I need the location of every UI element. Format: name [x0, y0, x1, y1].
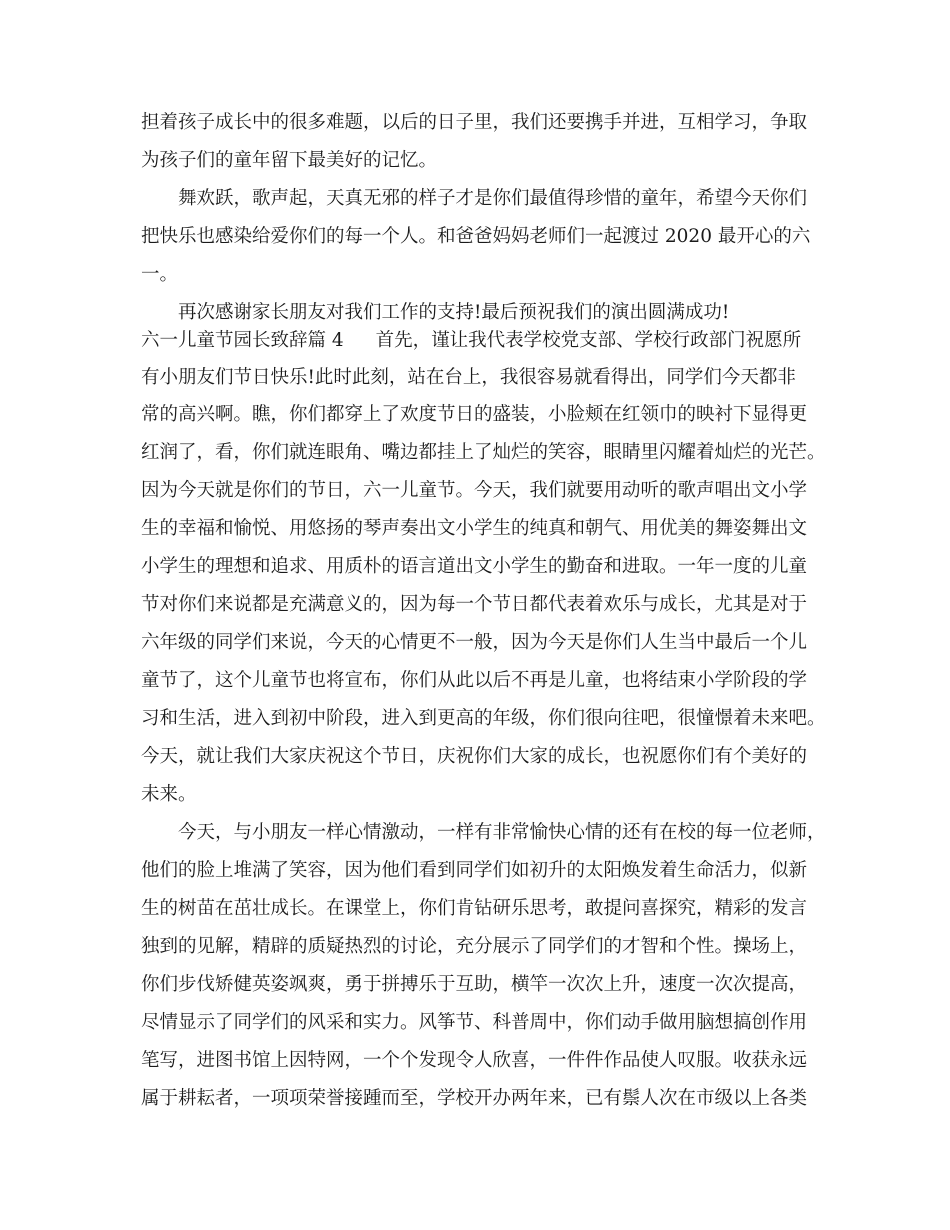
text-line: 未来。: [141, 784, 197, 805]
paragraph-line: 再次感谢家长朋友对我们工作的支持!最后预祝我们的演出圆满成功!: [178, 302, 730, 323]
text-line: 因为今天就是你们的节日，六一儿童节。今天，我们就要用动听的歌声唱出文小学: [141, 480, 808, 501]
text-line: 节对你们来说都是充满意义的，因为每一个节日都代表着欢乐与成长，尤其是对于: [141, 594, 808, 615]
text-line: 六年级的同学们来说，今天的心情更不一般，因为今天是你们人生当中最后一个儿: [141, 632, 808, 653]
text-line: 常的高兴啊。瞧，你们都穿上了欢度节日的盛装，小脸颊在红领巾的映衬下显得更: [141, 404, 808, 425]
text-line: 担着孩子成长中的很多难题，以后的日子里，我们还要携手并进，互相学习，争取: [141, 112, 808, 133]
text-line: 你们步伐矫健英姿飒爽，勇于拼搏乐于互助，横竿一次次上升，速度一次次提高，: [141, 974, 808, 995]
text-line: 首先，谨让我代表学校党支部、学校行政部门祝愿所: [375, 330, 802, 351]
text-line: 红润了，看，你们就连眼角、嘴边都挂上了灿烂的笑容，眼睛里闪耀着灿烂的光芒。: [141, 442, 826, 463]
text-line: 一。: [141, 264, 179, 285]
text-line: 把快乐也感染给爱你们的每一个人。和爸爸妈妈老师们一起渡过 2020 最开心的六: [141, 226, 811, 247]
text-line: 今天，就让我们大家庆祝这个节日，庆祝你们大家的成长，也祝愿你们有个美好的: [141, 746, 808, 767]
text-line: 小学生的理想和追求、用质朴的语言道出文小学生的勤奋和进取。一年一度的儿童: [141, 556, 808, 577]
paragraph-line: 今天，与小朋友一样心情激动，一样有非常愉快心情的还有在校的每一位老师，: [178, 822, 826, 843]
text-line: 习和生活，进入到初中阶段，进入到更高的年级，你们很向往吧，很憧憬着未来吧。: [141, 708, 826, 729]
text-line: 独到的见解，精辟的质疑热烈的讨论，充分展示了同学们的才智和个性。操场上，: [141, 936, 808, 957]
paragraph-line: 舞欢跃，歌声起，天真无邪的样子才是你们最值得珍惜的童年，希望今天你们: [178, 188, 808, 209]
text-line: 尽情显示了同学们的风采和实力。风筝节、科普周中，你们动手做用脑想搞创作用: [141, 1012, 808, 1033]
section-heading: 六一儿童节园长致辞篇 4: [141, 330, 344, 351]
section-heading-line: [141, 328, 801, 354]
text-line: 他们的脸上堆满了笑容，因为他们看到同学们如初升的太阳焕发着生命活力，似新: [141, 860, 808, 881]
text-line: 为孩子们的童年留下最美好的记忆。: [141, 150, 438, 171]
text-line: 笔写，进图书馆上因特网，一个个发现令人欣喜，一件件作品使人叹服。收获永远: [141, 1050, 808, 1071]
text-line: 生的树苗在茁壮成长。在课堂上，你们肯钻研乐思考，敢提问喜探究，精彩的发言: [141, 898, 808, 919]
text-line: 生的幸福和愉悦、用悠扬的琴声奏出文小学生的纯真和朝气、用优美的舞姿舞出文: [141, 518, 808, 539]
text-line: 童节了，这个儿童节也将宣布，你们从此以后不再是儿童，也将结束小学阶段的学: [141, 670, 808, 691]
text-line: 有小朋友们节日快乐!此时此刻，站在台上，我很容易就看得出，同学们今天都非: [141, 367, 796, 388]
text-line: 属于耕耘者，一项项荣誉接踵而至，学校开办两年来，已有鬃人次在市级以上各类: [141, 1088, 808, 1109]
